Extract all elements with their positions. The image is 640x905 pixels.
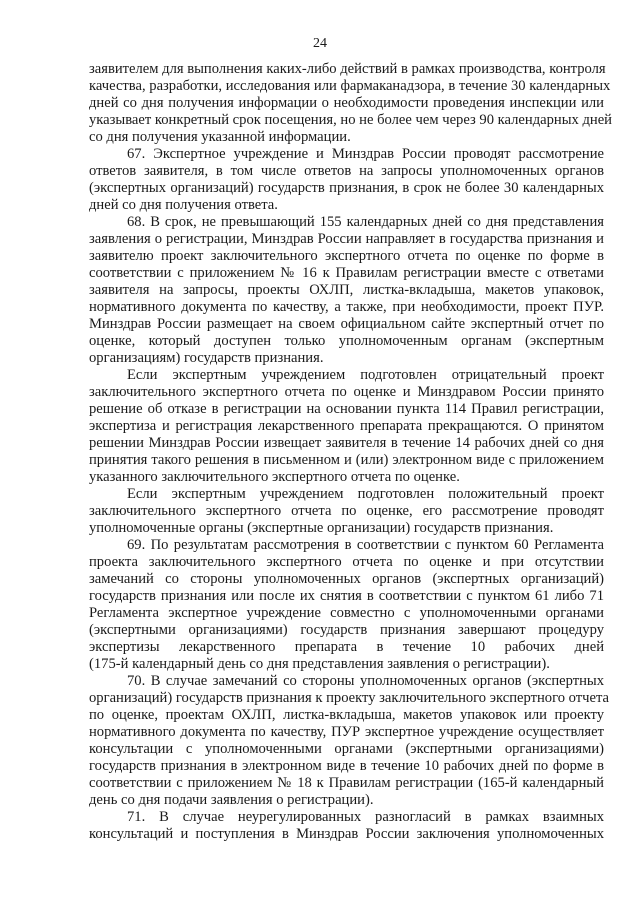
text-line: организациям) государств признания. <box>89 350 324 366</box>
text-line: по оценке, проектам ОХЛП, листка-вкладыша, макетов упаковок или проекту <box>89 707 604 723</box>
text-line: ответов заявителя, в том числе ответов на запросы уполномоченных органов <box>89 163 604 179</box>
text-line: консультаций и поступления в Минздрав России заключения уполномоченных <box>89 826 604 842</box>
text-line: оценке, который доступен только уполномоченным органам (экспертным <box>89 333 604 349</box>
text-line: заявителя на запросы, проекты ОХЛП, листка-вкладыша, макетов упаковок, <box>89 282 604 298</box>
text-line: (экспертными организациями) государств признания завершают процедуру <box>89 622 604 638</box>
paragraph <box>89 809 604 843</box>
paragraph <box>89 367 604 486</box>
text-line: принятия такого решения в письменном и (или) электронном виде с приложением <box>89 452 604 468</box>
text-line: день со дня подачи заявления о регистрации). <box>89 792 374 808</box>
text-line: экспертизы лекарственного препарата в течение 10 рабочих дней <box>89 639 604 655</box>
page-number: 24 <box>313 36 327 51</box>
document-body <box>89 61 612 843</box>
text-line: 68. В срок, не превышающий 155 календарных дней со дня представления <box>127 214 604 230</box>
text-line: соответствии с приложением № 16 к Правилам регистрации вместе с ответами <box>89 265 604 281</box>
text-line: качества, разработки, исследования или фармаканадзора, в течение 30 календарных <box>89 78 611 94</box>
text-line: заявителю проект заключительного экспертного отчета по оценке по форме в <box>89 248 604 264</box>
text-line: соответствии с приложением № 18 к Правилам регистрации (165-й календарный <box>89 775 604 791</box>
text-line: дней со дня получения информации о необходимости проведения инспекции или <box>89 95 604 111</box>
paragraph <box>89 61 612 146</box>
paragraph <box>89 146 604 214</box>
text-line: заключительного экспертного отчета по оценке, его рассмотрение проводят <box>89 503 604 519</box>
text-line: 67. Экспертное учреждение и Минздрав России проводят рассмотрение <box>127 146 604 162</box>
paragraph <box>89 673 609 809</box>
text-line: экспертиза и регистрация лекарственного препарата прекращаются. О принятом <box>89 418 604 434</box>
text-line: 71. В случае неурегулированных разногласий в рамках взаимных <box>127 809 604 825</box>
text-line: (экспертных организаций) государств признания, в срок не более 30 календарных <box>89 180 604 196</box>
paragraph <box>89 214 604 367</box>
text-line: нормативного документа по качеству, а также, при необходимости, проект ПУР. <box>89 299 604 315</box>
text-line: со дня получения указанной информации. <box>89 129 351 145</box>
text-line: замечаний со стороны уполномоченных органов (экспертных организаций) <box>89 571 604 587</box>
text-line: заявителем для выполнения каких-либо действий в рамках производства, контроля <box>89 61 606 77</box>
text-line: консультации с уполномоченными органами (экспертными организациями) <box>89 741 604 757</box>
text-line: 70. В случае замечаний со стороны уполномоченных органов (экспертных <box>127 673 604 689</box>
text-line: государств признания или после их снятия в соответствии с пунктом 61 либо 71 <box>89 588 604 604</box>
text-line: дней со дня получения ответа. <box>89 197 278 213</box>
text-line: организаций) государств признания к проекту заключительного экспертного отчета <box>89 690 609 706</box>
text-line: указанного заключительного экспертного отчета по оценке. <box>89 469 460 485</box>
text-line: Регламента экспертное учреждение совместно с уполномоченными органами <box>89 605 604 621</box>
text-line: 69. По результатам рассмотрения в соответствии с пунктом 60 Регламента <box>127 537 604 553</box>
paragraph <box>89 537 604 673</box>
text-line: нормативного документа по качеству, ПУР экспертное учреждение осуществляет <box>89 724 604 740</box>
paragraph <box>89 486 604 537</box>
text-line: Если экспертным учреждением подготовлен отрицательный проект <box>127 367 604 383</box>
text-line: решении Минздрав России извещает заявителя в течение 14 рабочих дней со дня <box>89 435 604 451</box>
text-line: проекта заключительного экспертного отчета по оценке и при отсутствии <box>89 554 604 570</box>
text-line: (175-й календарный день со дня представления заявления о регистрации). <box>89 656 550 672</box>
text-line: уполномоченные органы (экспертные организации) государств признания. <box>89 520 554 536</box>
text-line: указывает конкретный срок посещения, но не более чем через 90 календарных дней <box>89 112 612 128</box>
text-line: государств признания в электронном виде в течение 10 рабочих дней по форме в <box>89 758 604 774</box>
text-line: заявления о регистрации, Минздрав России направляет в государства признания и <box>89 231 604 247</box>
text-line: Минздрав России размещает на своем официальном сайте экспертный отчет по <box>89 316 604 332</box>
text-line: решение об отказе в регистрации на основании пункта 114 Правил регистрации, <box>89 401 604 417</box>
text-line: заключительного экспертного отчета по оценке и Минздравом России принято <box>89 384 604 400</box>
text-line: Если экспертным учреждением подготовлен положительный проект <box>127 486 604 502</box>
